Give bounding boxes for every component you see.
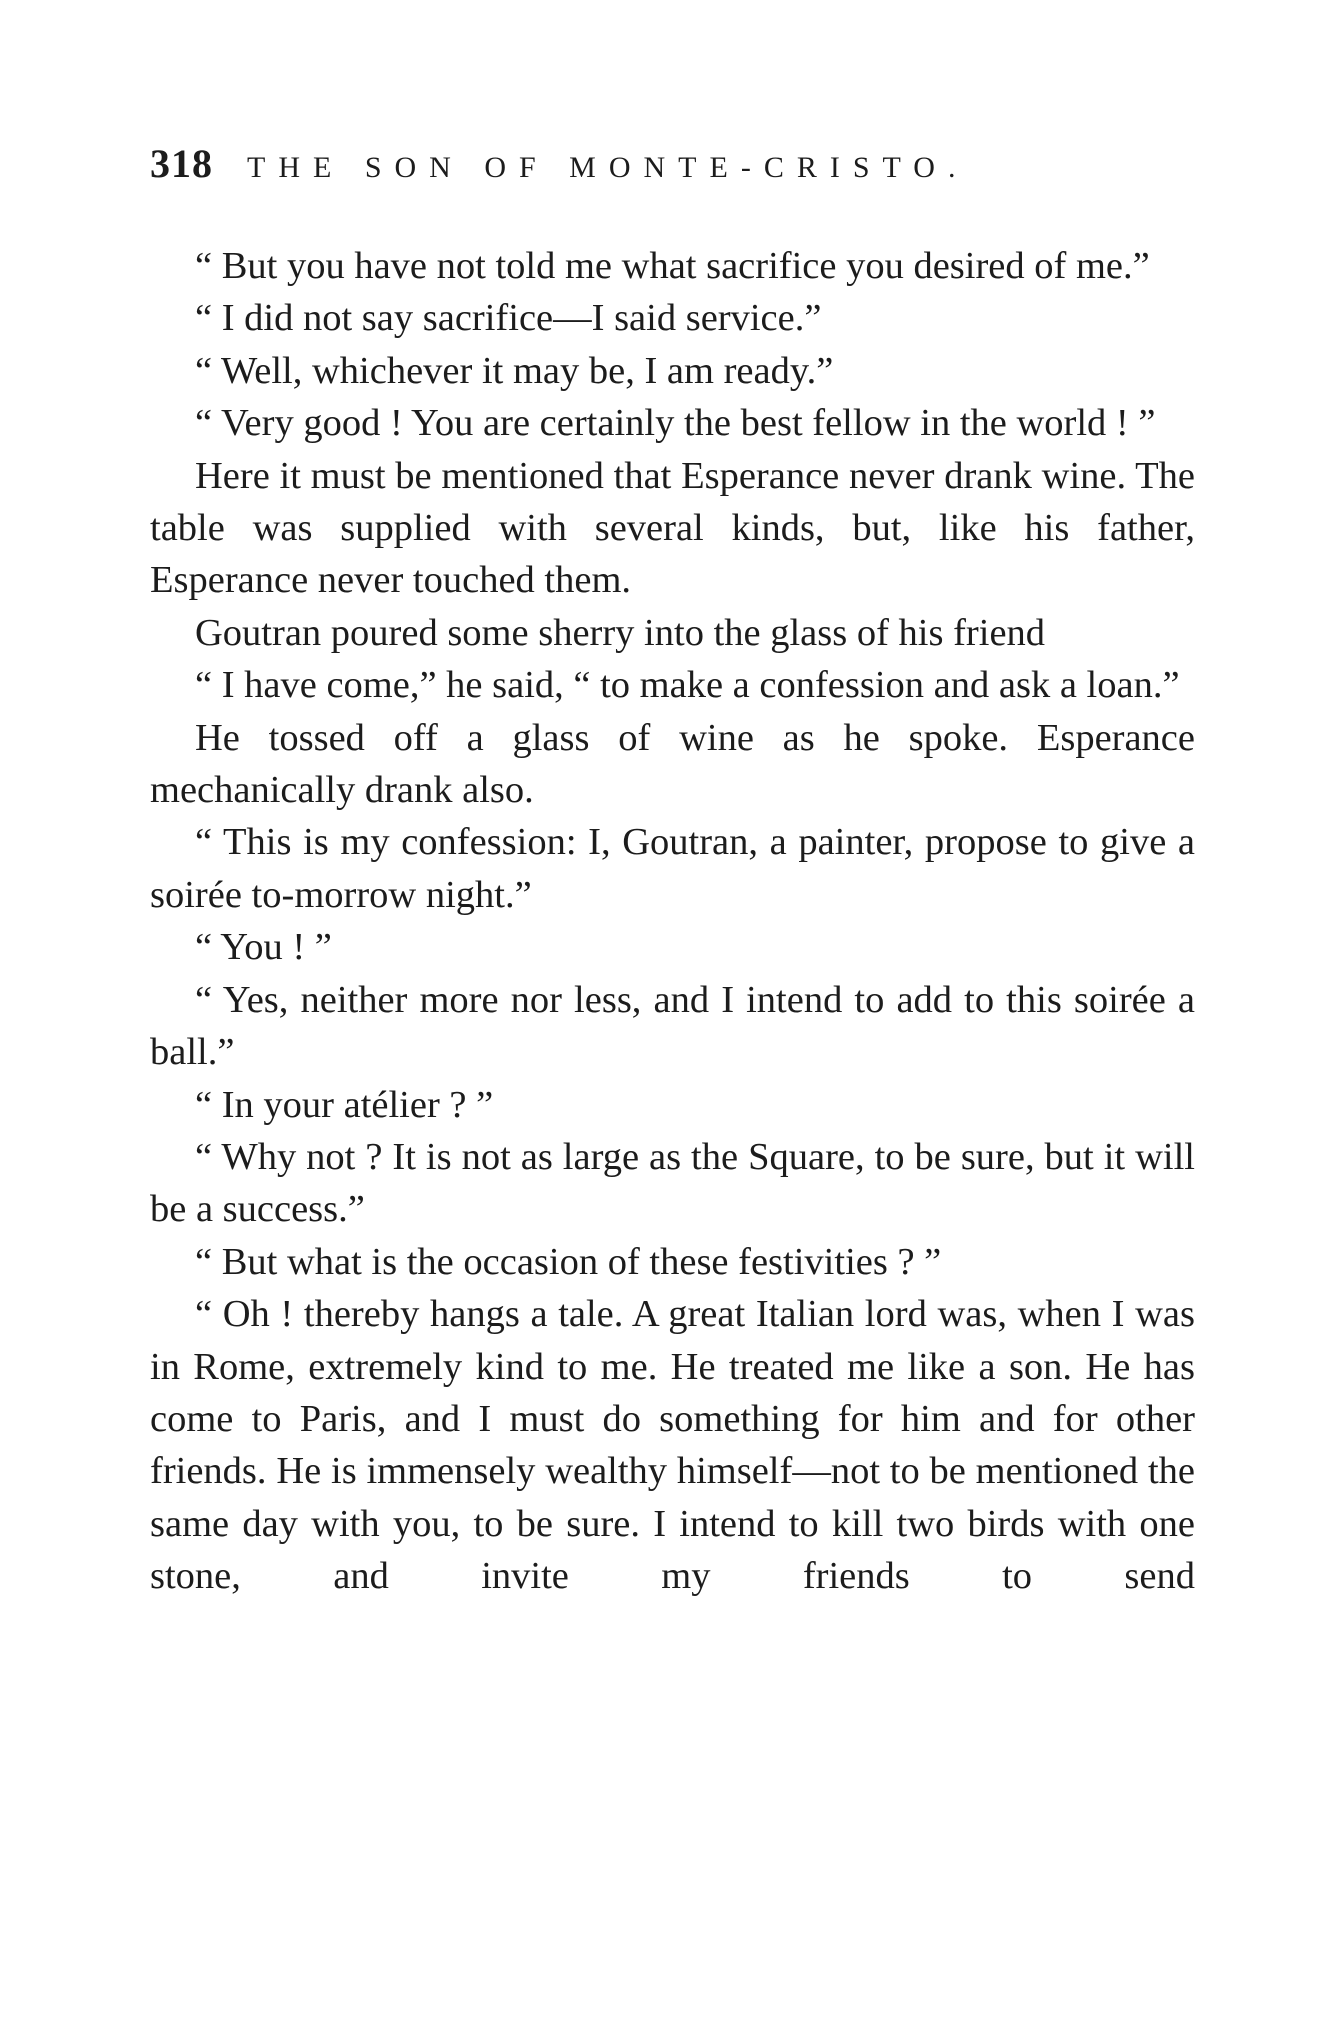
paragraph: Here it must be mentioned that Esperance never drank wine. The table was supplied with several kinds, but, like his father, Esperance never touched them. [150, 454, 1195, 602]
paragraph: “ You ! ” [195, 926, 332, 969]
paragraph: “ But you have not told me what sacrifice you desired of me.” [195, 245, 1150, 287]
running-title: THE SON OF MONTE-CRISTO. [247, 151, 969, 184]
running-head [150, 140, 1195, 200]
paragraph: “ Well, whichever it may be, I am ready.” [195, 349, 834, 392]
paragraph: “ But what is the occasion of these festivities ? ” [195, 1240, 942, 1283]
book-page [150, 140, 1195, 1603]
paragraph: “ This is my confession: I, Goutran, a painter, propose to give a soirée to-morrow night.” [150, 821, 1195, 916]
paragraph: “ Yes, neither more nor less, and I intend to add to this soirée a ball.” [150, 978, 1195, 1074]
body-text [150, 240, 1195, 1603]
paragraph: “ I have come,” he said, “ to make a confession and ask a loan.” [195, 664, 1180, 707]
paragraph: “ Oh ! thereby hangs a tale. A great Italian lord was, when I was in Rome, extremely kind to me. He treated me like a son. He has come to Paris, and I must do something for him and for other friends. He is immensely wealthy himself—not to be mentioned the same day with you, to be sure. I intend to kill two birds with one stone, and invite my friends to send [150, 1293, 1195, 1598]
paragraph: “ Very good ! You are certainly the best fellow in the world ! ” [195, 402, 1156, 445]
paragraph: Goutran poured some sherry into the glass of his friend [195, 611, 1046, 654]
page-number: 318 [150, 141, 213, 186]
paragraph: “ I did not say sacrifice—I said service.” [195, 297, 822, 340]
paragraph: He tossed off a glass of wine as he spoke. Esperance mechanically drank also. [150, 716, 1195, 812]
paragraph: “ Why not ? It is not as large as the Square, to be sure, but it will be a success.” [150, 1135, 1195, 1231]
paragraph: “ In your atélier ? ” [195, 1083, 494, 1126]
